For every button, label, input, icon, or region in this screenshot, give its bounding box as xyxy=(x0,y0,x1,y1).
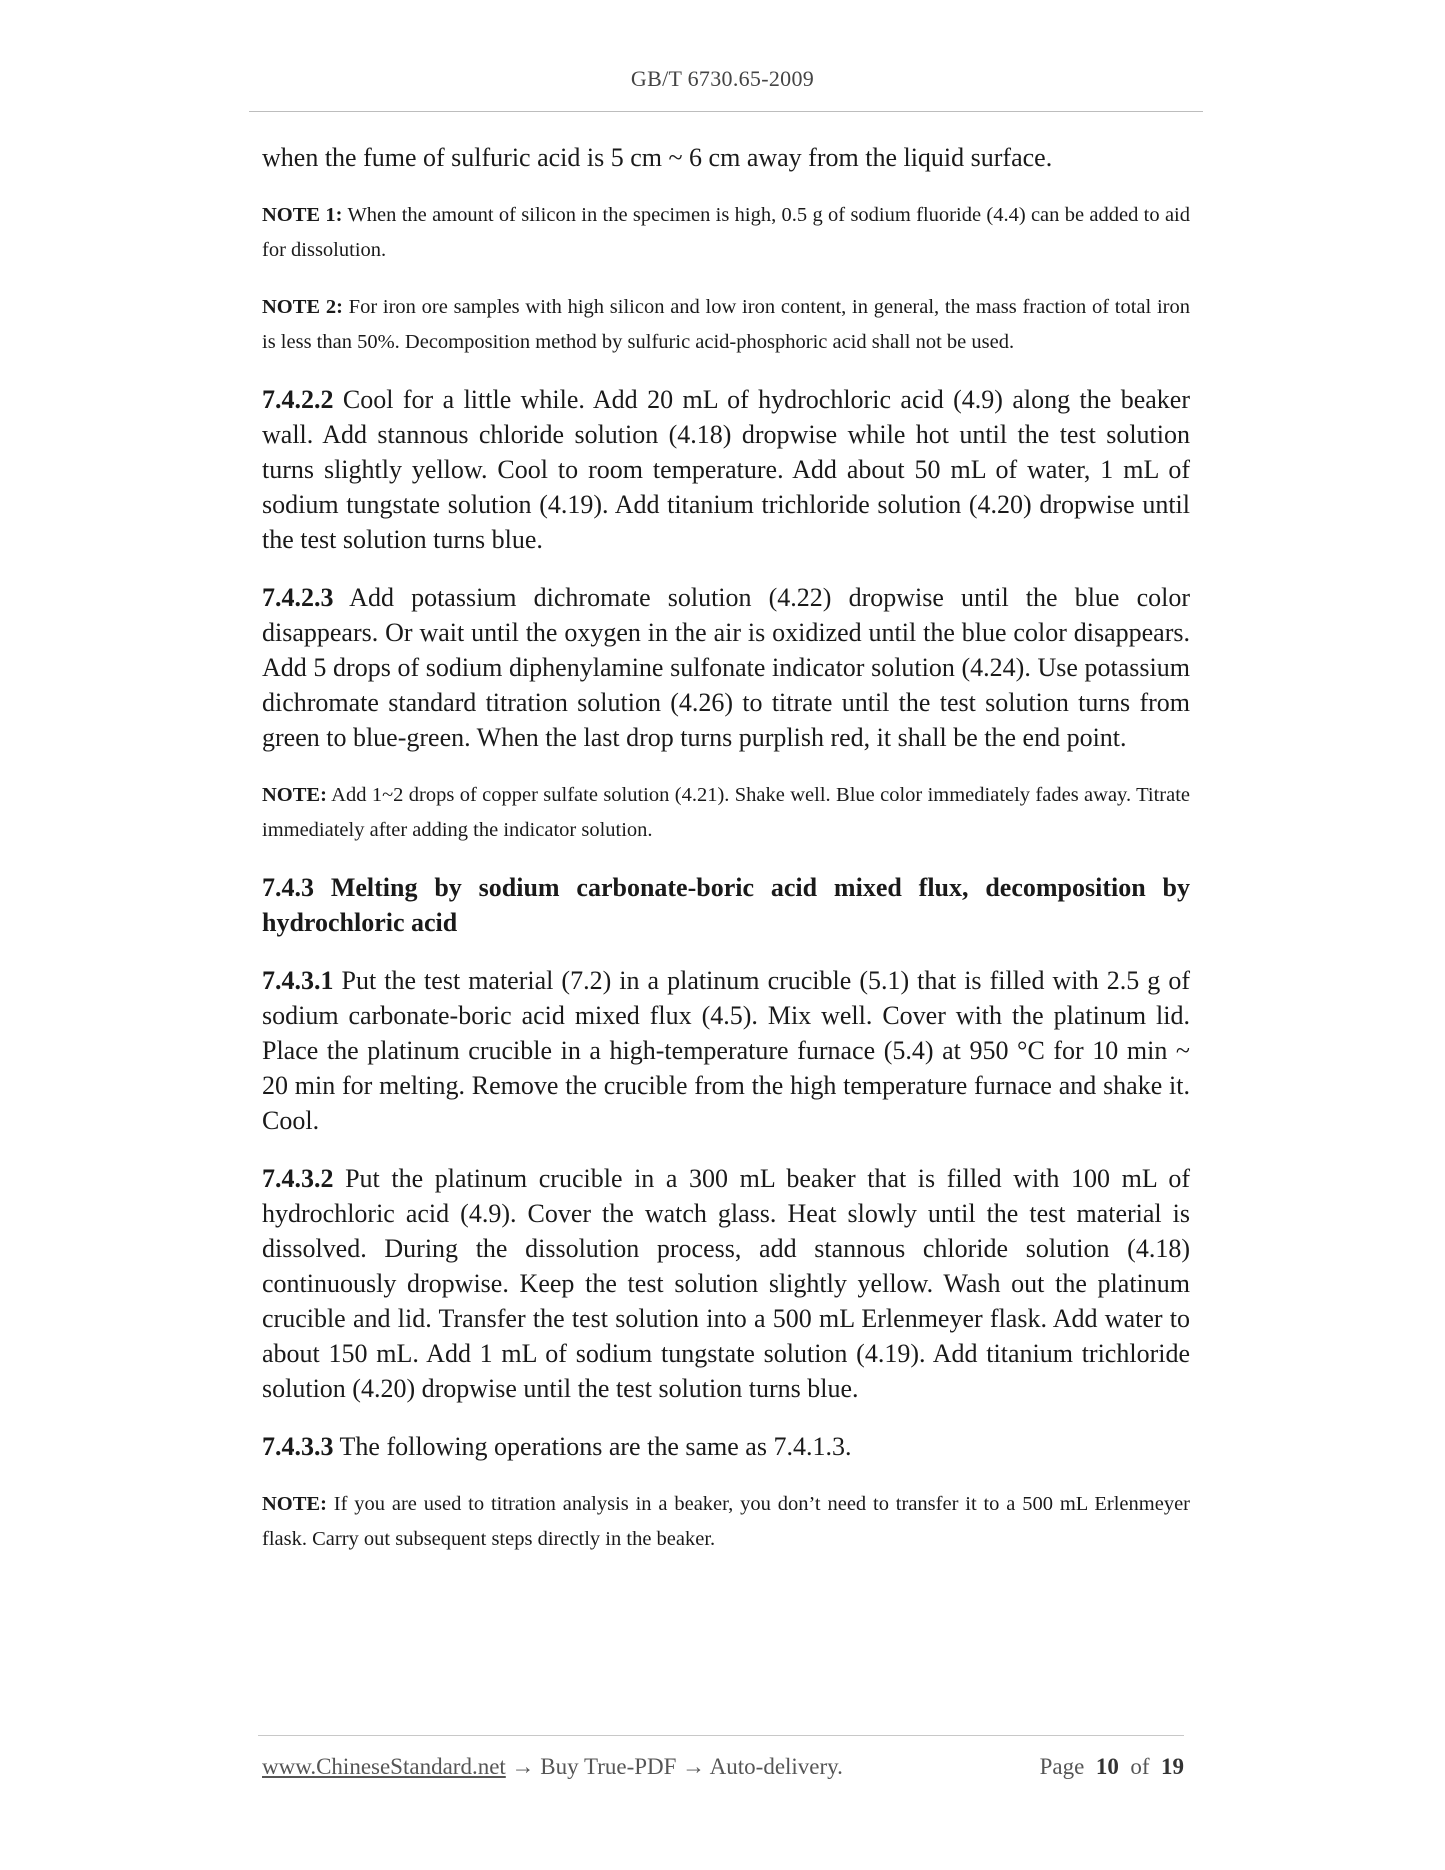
note-1 xyxy=(262,198,1190,267)
section-heading-7-4-3: 7.4.3 Melting by sodium carbonate-boric acid mixed flux, decomposition by hydrochloric acid xyxy=(262,873,1190,937)
clause-7-4-3-1 xyxy=(262,963,1190,1138)
clause-7-4-2-3-text: Add potassium dichromate solution (4.22) dropwise until the blue color disappears. Or wait until the oxygen in the air is oxidized until the blue color disappears. Add 5 drops of sodium diphenylamine sulfonate indicator solution (4.24). Use potassium dichromate standard titration solution (4.26) to titrate until the test solution turns from green to blue-green. When the last drop turns purplish red, it shall be the end point. xyxy=(262,583,1190,752)
note-1-text: When the amount of silicon in the specimen is high, 0.5 g of sodium fluoride (4.4) can be added to aid for dissolution. xyxy=(262,204,1190,261)
clause-7-4-3-2-text: Put the platinum crucible in a 300 mL beaker that is filled with 100 mL of hydrochloric acid (4.9). Cover the watch glass. Heat slowly until the test material is dissolved. During the dissolution process, add stannous chloride solution (4.18) continuously dropwise. Keep the test solution slightly yellow. Wash out the platinum crucible and lid. Transfer the test solution into a 500 mL Erlenmeyer flask. Add water to about 150 mL. Add 1 mL of sodium tungstate solution (4.19). Add titanium trichloride solution (4.20) dropwise until the test solution turns blue. xyxy=(262,1164,1190,1403)
page-total: 19 xyxy=(1161,1754,1184,1779)
clause-7-4-2-2 xyxy=(262,382,1190,557)
website-link[interactable]: www.ChineseStandard.net xyxy=(262,1754,506,1779)
clause-7-4-2-2-text: Cool for a little while. Add 20 mL of hydrochloric acid (4.9) along the beaker wall. Add stannous chloride solution (4.18) dropwise while hot until the test solution turns slightly yellow. Cool to room temperature. Add about 50 mL of water, 1 mL of sodium tungstate solution (4.19). Add titanium trichloride solution (4.20) dropwise until the test solution turns blue. xyxy=(262,385,1190,554)
note-2 xyxy=(262,290,1190,359)
page-label: Page xyxy=(1039,1754,1085,1779)
footer-divider xyxy=(258,1735,1184,1736)
footer-promo-text: → Buy True-PDF → Auto-delivery. xyxy=(505,1754,843,1779)
clause-7-4-3-2 xyxy=(262,1161,1190,1406)
note-4-text: If you are used to titration analysis in a beaker, you don’t need to transfer it to a 500 mL Erlenmeyer flask. Carry out subsequent steps directly in the beaker. xyxy=(262,1493,1190,1550)
page-of-label: of xyxy=(1130,1754,1150,1779)
note-3-text: Add 1~2 drops of copper sulfate solution (4.21). Shake well. Blue color immediately fades away. Titrate immediately after adding the indicator solution. xyxy=(262,784,1190,841)
note-3 xyxy=(262,778,1190,847)
header-divider xyxy=(249,111,1203,112)
footer-promo xyxy=(262,1754,843,1780)
note-2-text: For iron ore samples with high silicon and low iron content, in general, the mass fraction of total iron is less than 50%. Decomposition method by sulfuric acid-phosphoric acid shall not be used. xyxy=(262,296,1190,353)
note-4-label: NOTE: xyxy=(262,1493,327,1515)
clause-7-4-3-2-number: 7.4.3.2 xyxy=(262,1164,334,1193)
note-1-label: NOTE 1: xyxy=(262,204,343,226)
page-current: 10 xyxy=(1095,1754,1119,1779)
paragraph-continuation: when the fume of sulfuric acid is 5 cm ~ 6 cm away from the liquid surface. xyxy=(262,143,1053,172)
note-4 xyxy=(262,1487,1190,1556)
clause-7-4-3-3-text: The following operations are the same as 7.4.1.3. xyxy=(333,1432,852,1461)
page-header: GB/T 6730.65-2009 xyxy=(630,66,815,91)
clause-7-4-3-1-number: 7.4.3.1 xyxy=(262,966,334,995)
document-body xyxy=(262,140,1190,1556)
page-number xyxy=(1040,1754,1184,1780)
note-2-label: NOTE 2: xyxy=(262,296,343,318)
clause-7-4-3-3 xyxy=(262,1429,1190,1464)
clause-7-4-3-1-text: Put the test material (7.2) in a platinum crucible (5.1) that is filled with 2.5 g of sodium carbonate-boric acid mixed flux (4.5). Mix well. Cover with the platinum lid. Place the platinum crucible in a high-temperature furnace (5.4) at 950 °C for 10 min ~ 20 min for melting. Remove the crucible from the high temperature furnace and shake it. Cool. xyxy=(262,966,1190,1135)
clause-7-4-2-3-number: 7.4.2.3 xyxy=(262,583,334,612)
clause-7-4-3-3-number: 7.4.3.3 xyxy=(262,1432,334,1461)
note-3-label: NOTE: xyxy=(262,784,327,806)
clause-7-4-2-2-number: 7.4.2.2 xyxy=(262,385,334,414)
clause-7-4-2-3 xyxy=(262,580,1190,755)
